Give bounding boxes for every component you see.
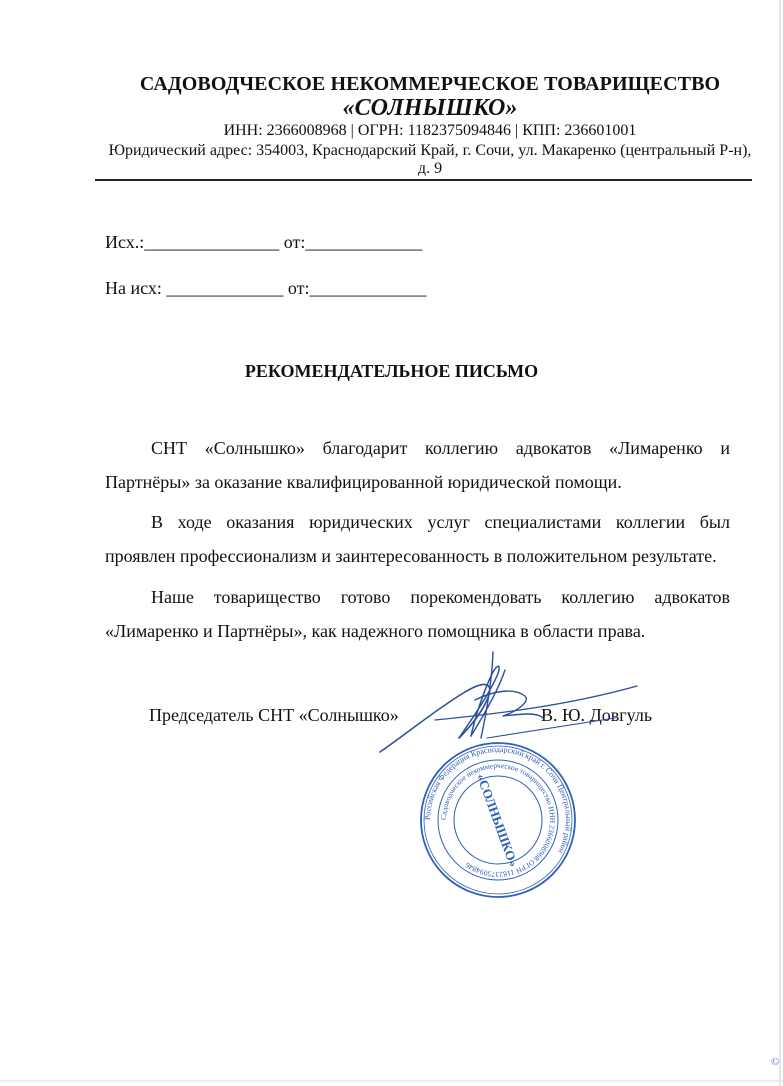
organization-address-line-2: д. 9 [417,160,443,177]
scan-edge-bottom [0,1080,783,1082]
letter-title: РЕКОМЕНДАТЕЛЬНОЕ ПИСЬМО [244,361,539,381]
stamp-inner-text: Садоводческое некоммерческое товарищество ИНН 2366008968 ОГРН 1182375094846 [438,760,558,880]
organization-stamp [418,740,578,900]
outgoing-number-field: Исх.:_______________ от:_____________ [105,232,423,252]
signatory-name: В. Ю. Довгуль [541,705,653,725]
scan-edge-right [779,0,781,1086]
letter-paragraph-3: Наше товарищество готово порекомендовать коллегию адвокатов «Лимаренко и Партнёры», как надежного помощника в области права. [105,587,730,641]
corner-mark: © [771,1056,780,1068]
organization-name: САДОВОДЧЕСКОЕ НЕКОММЕРЧЕСКОЕ ТОВАРИЩЕСТВО [139,73,721,95]
letter-paragraph-1: СНТ «Солнышко» благодарит коллегию адвокатов «Лимаренко и Партнёры» за оказание квалифицированной юридической помощи. [105,438,730,492]
organization-ids: ИНН: 2366008968 | ОГРН: 1182375094846 | КПП: 236601001 [223,122,637,139]
organization-address-line-1: Юридический адрес: 354003, Краснодарский Край, г. Сочи, ул. Макаренко (центральный Р-н), [108,142,752,159]
stamp-center-text: «СОЛНЫШКО» [473,771,522,869]
header-divider [95,179,752,181]
signatory-position: Председатель СНТ «Солнышко» [149,705,399,725]
letter-paragraph-2: В ходе оказания юридических услуг специалистами коллегии был проявлен профессионализм и заинтересованность в положительном результате. [105,512,730,566]
incoming-number-field: На исх: _____________ от:_____________ [105,278,427,298]
stamp-outer-text: Российская Федерация Краснодарский край г. Сочи Центральный район [422,744,574,855]
organization-short-name: «СОЛНЫШКО» [342,95,518,121]
